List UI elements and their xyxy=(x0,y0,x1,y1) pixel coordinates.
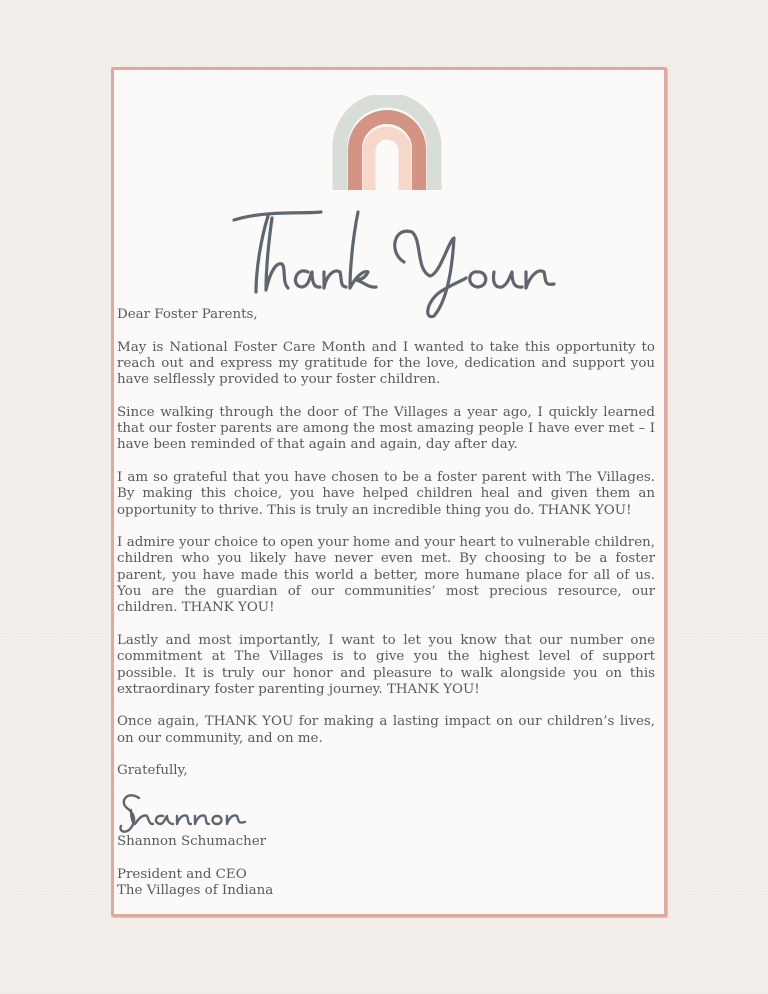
paragraph-6: Once again, THANK YOU for making a lasting impact on our children’s lives, on our community, and on me. xyxy=(117,714,655,746)
signer-title: President and CEO xyxy=(117,866,247,882)
paragraph-2: Since walking through the door of The Villages a year ago, I quickly learned that our foster parents are among the most amazing people I have ever met – I have been reminded of that again and again, day after day. xyxy=(117,404,655,453)
signer-name: Shannon Schumacher xyxy=(117,834,267,849)
closing: Gratefully, xyxy=(117,763,188,779)
thank-you-script-heading xyxy=(226,192,556,322)
letter-page xyxy=(111,67,667,917)
rainbow-icon xyxy=(332,95,442,195)
paragraph-1: May is National Foster Care Month and I wanted to take this opportunity to reach out and express my gratitude for the love, dedication and support you have selflessly provided to your foster children. xyxy=(117,339,655,388)
signature-block xyxy=(117,834,273,899)
paragraph-5: Lastly and most importantly, I want to let you know that our number one commitment at The Villages is to give you the highest level of support possible. It is truly our honor and pleasure to walk alongside you on this extraordinary foster parenting journey. THANK YOU! xyxy=(117,632,655,697)
letter-body xyxy=(117,307,655,780)
paragraph-4: I admire your choice to open your home and your heart to vulnerable children, children who you likely have never even met. By choosing to be a foster parent, you have made this world a better, more humane place for all of us. You are the guardian of our communities’ most precious resource, our children. THANK YOU! xyxy=(117,535,655,616)
salutation: Dear Foster Parents, xyxy=(117,307,258,322)
paragraph-3: I am so grateful that you have chosen to be a foster parent with The Villages. By making this choice, you have helped children heal and given them an opportunity to thrive. This is truly an incredible thing you do. THANK YOU! xyxy=(117,469,655,518)
signature-art xyxy=(117,788,247,838)
signer-organization: The Villages of Indiana xyxy=(117,882,274,898)
